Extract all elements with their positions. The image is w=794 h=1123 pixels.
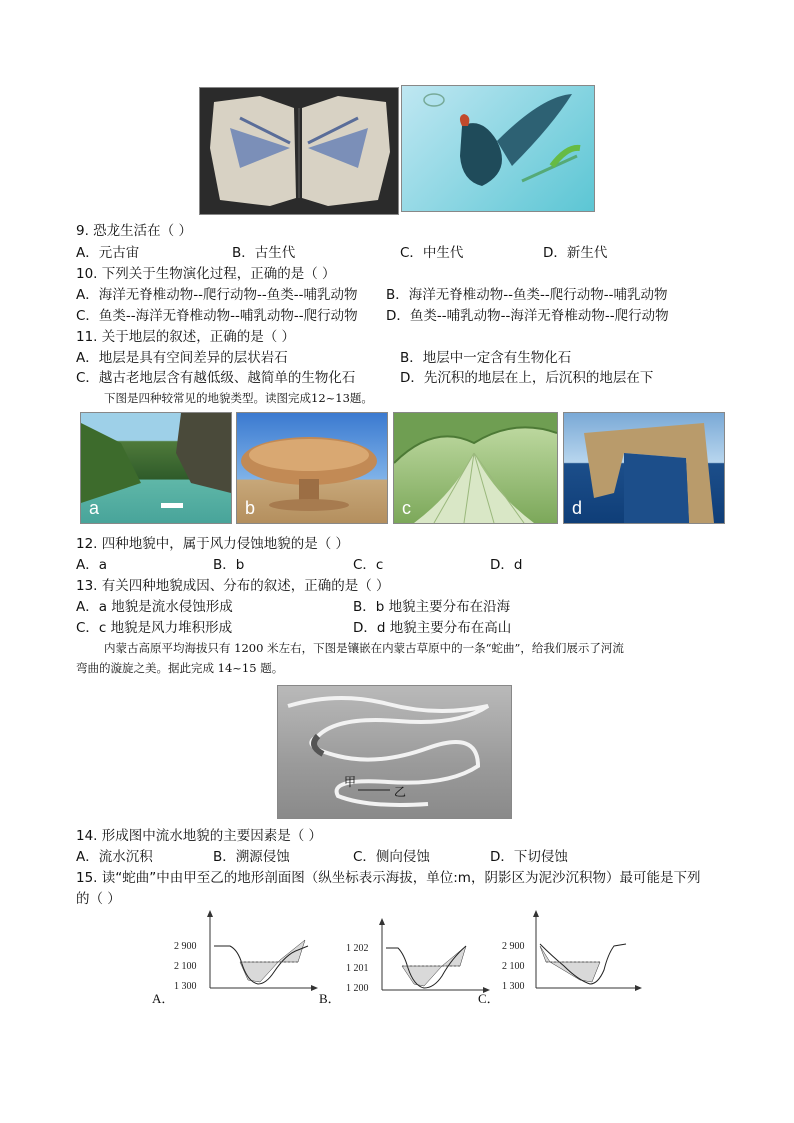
q10-option-b[interactable]: B．海洋无脊椎动物--鱼类--爬行动物--哺乳动物 [386, 287, 668, 303]
chart-b-ytick-0: 1 202 [346, 943, 369, 954]
q11-stem: 11. 关于地层的叙述，正确的是（ ） [76, 329, 296, 345]
q9-option-d[interactable]: D．新生代 [543, 245, 608, 261]
q13-option-d[interactable]: D．d 地貌主要分布在高山 [353, 620, 512, 636]
chart-c-sediment [540, 946, 600, 982]
chart-c-ytick-2: 1 300 [502, 981, 525, 992]
chart-a-ytick-2: 1 300 [174, 981, 197, 992]
q15-stem-line2: 的（ ） [76, 891, 121, 907]
landform-intro: 下图是四种较常见的地貌类型。读图完成12~13题。 [104, 391, 373, 405]
chart-b-ytick-1: 1 201 [346, 963, 369, 974]
q9-option-c[interactable]: C．中生代 [400, 245, 464, 261]
q14-stem: 14. 形成图中流水地貌的主要因素是（ ） [76, 828, 323, 844]
q12-option-d[interactable]: D．d [490, 557, 523, 573]
landform-b-label: b [245, 498, 256, 518]
river-intro-line1: 内蒙古高原平均海拔只有 1200 米左右，下图是镶嵌在内蒙古草原中的一条“蛇曲”，给我们展示了河流 [104, 641, 624, 655]
q14-option-b[interactable]: B．溯源侵蚀 [213, 849, 290, 865]
chart-a-ytick-0: 2 900 [174, 941, 197, 952]
chart-c-label[interactable]: C． [478, 991, 500, 1006]
landform-c-label: c [402, 498, 411, 518]
microraptor-image [401, 85, 595, 212]
landform-a-label: a [89, 498, 100, 518]
chart-b-ytick-2: 1 200 [346, 983, 369, 994]
profile-chart-a[interactable] [170, 908, 320, 998]
chart-b-label[interactable]: B． [319, 991, 341, 1006]
label-jia: 甲 [344, 775, 357, 789]
q13-option-a[interactable]: A．a 地貌是流水侵蚀形成 [76, 599, 233, 615]
q13-option-c[interactable]: C．c 地貌是风力堆积形成 [76, 620, 233, 636]
chart-c-ytick-1: 2 100 [502, 961, 525, 972]
q9-stem: 9. 恐龙生活在（ ） [76, 223, 192, 239]
landform-d-image [563, 412, 725, 524]
q9-option-a[interactable]: A．元古宙 [76, 245, 140, 261]
q9-option-b[interactable]: B．古生代 [232, 245, 296, 261]
q11-option-b[interactable]: B．地层中一定含有生物化石 [400, 350, 572, 366]
q10-stem: 10. 下列关于生物演化过程，正确的是（ ） [76, 266, 336, 282]
q12-option-c[interactable]: C．c [353, 557, 384, 573]
chart-a-ytick-1: 2 100 [174, 961, 197, 972]
q12-option-a[interactable]: A．a [76, 557, 108, 573]
label-yi: 乙 [394, 785, 407, 799]
landform-d-label: d [572, 498, 583, 518]
q11-option-a[interactable]: A．地层是具有空间差异的层状岩石 [76, 350, 288, 366]
landform-b-image [236, 412, 388, 524]
river-intro-line2: 弯曲的漩旋之美。据此完成 14~15 题。 [76, 661, 284, 675]
chart-a-sediment [240, 940, 305, 982]
q10-option-c[interactable]: C．鱼类--海洋无脊椎动物--哺乳动物--爬行动物 [76, 308, 358, 324]
q12-option-b[interactable]: B．b [213, 557, 245, 573]
q13-option-b[interactable]: B．b 地貌主要分布在沿海 [353, 599, 511, 615]
q11-option-d[interactable]: D．先沉积的地层在上，后沉积的地层在下 [400, 370, 654, 386]
q15-stem-line1: 15. 读“蛇曲”中由甲至乙的地形剖面图（纵坐标表示海拔，单位:m，阴影区为泥沙沉积物）最可能是下列 [76, 870, 701, 886]
q14-option-c[interactable]: C．侧向侵蚀 [353, 849, 430, 865]
landform-c-image [393, 412, 558, 524]
profile-chart-c[interactable] [500, 908, 650, 998]
profile-chart-b[interactable] [342, 918, 492, 1000]
fossil-image [199, 87, 399, 215]
meander-image [277, 685, 512, 819]
q10-option-d[interactable]: D．鱼类--哺乳动物--海洋无脊椎动物--爬行动物 [386, 308, 669, 324]
chart-c-ytick-0: 2 900 [502, 941, 525, 952]
chart-a-label[interactable]: A． [152, 991, 175, 1006]
q13-stem: 13. 有关四种地貌成因、分布的叙述，正确的是（ ） [76, 578, 390, 594]
q11-option-c[interactable]: C．越古老地层含有越低级、越简单的生物化石 [76, 370, 356, 386]
q14-option-a[interactable]: A．流水沉积 [76, 849, 153, 865]
q14-option-d[interactable]: D．下切侵蚀 [490, 849, 568, 865]
q10-option-a[interactable]: A．海洋无脊椎动物--爬行动物--鱼类--哺乳动物 [76, 287, 358, 303]
q12-stem: 12. 四种地貌中，属于风力侵蚀地貌的是（ ） [76, 536, 350, 552]
landform-a-image [80, 412, 232, 524]
